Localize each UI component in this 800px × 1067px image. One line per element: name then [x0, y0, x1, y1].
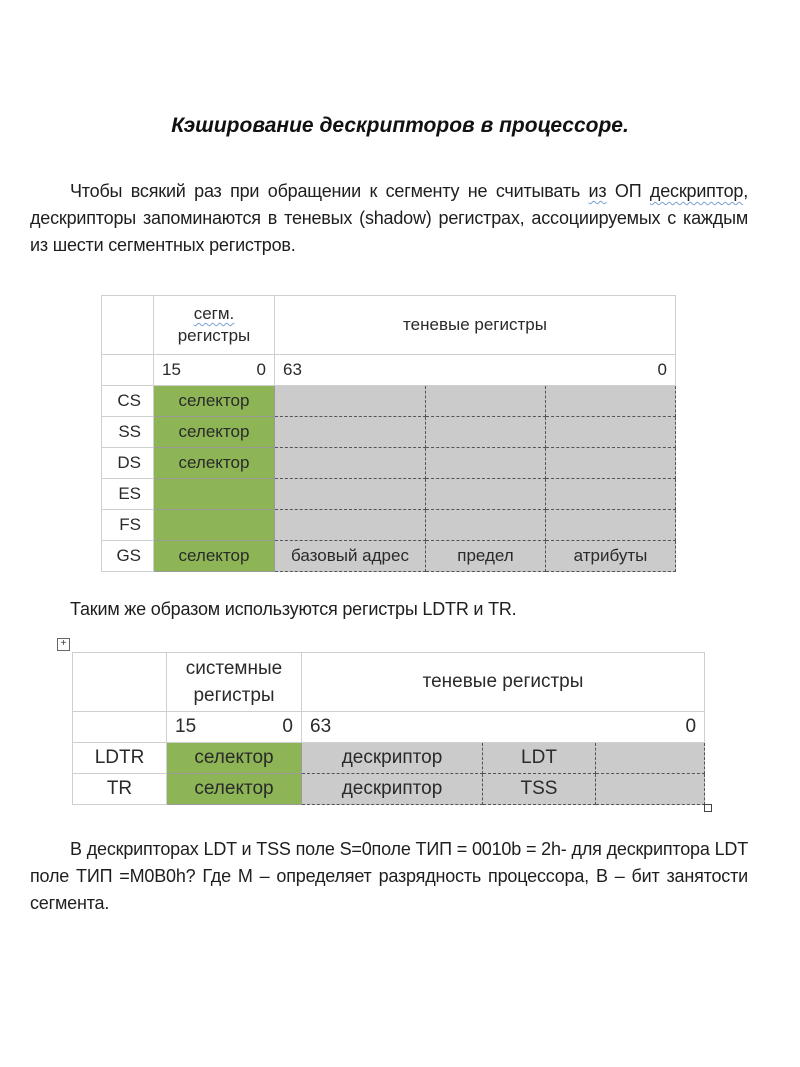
- t1-corner-cell: [102, 296, 154, 355]
- t1-shadow-cell: [275, 386, 426, 417]
- para1-text-c: , дескрипторы запоминаются в теневых (shadow) регистрах, ассоциируемых с каждым из шести сегментных регистров.: [30, 181, 748, 255]
- para1-text-a: Чтобы всякий раз при обращении к сегменту не считывать: [70, 181, 589, 201]
- table-move-handle-icon[interactable]: +: [57, 638, 70, 651]
- t1-shadow-cell: [546, 479, 676, 510]
- t2-bit-63: 63: [310, 716, 332, 737]
- system-registers-table: [72, 652, 705, 805]
- table-row: [102, 386, 676, 417]
- t2-bit-0a: 0: [282, 716, 293, 737]
- t1-selector-cell: селектор: [154, 541, 275, 572]
- t1-reg-label: GS: [102, 541, 154, 572]
- table-row: [102, 479, 676, 510]
- t2-shadow-cell: [596, 743, 705, 774]
- t1-reg-label: SS: [102, 417, 154, 448]
- t2-bit-15: 15: [175, 716, 197, 737]
- t2-header-shadow: теневые регистры: [302, 653, 705, 712]
- t1-reg-label: DS: [102, 448, 154, 479]
- t1-shadow-cell: [275, 510, 426, 541]
- table-resize-handle-icon[interactable]: [704, 804, 712, 812]
- t1-header-shadow: теневые регистры: [275, 296, 676, 355]
- t2-bits-shadow: [302, 712, 705, 743]
- t2-type-cell: TSS: [483, 774, 596, 805]
- t1-shadow-cell: [546, 417, 676, 448]
- t1-attributes-cell: атрибуты: [546, 541, 676, 572]
- t1-header-seg-regs: [154, 296, 275, 355]
- table-row: [73, 774, 705, 805]
- t1-selector-cell: [154, 510, 275, 541]
- t2-reg-label: TR: [73, 774, 167, 805]
- t1-bit-0a: 0: [256, 360, 266, 379]
- t2-selector-cell: селектор: [167, 774, 302, 805]
- t1-reg-label: FS: [102, 510, 154, 541]
- t1-bits-selector: [154, 355, 275, 386]
- t2-bit-0b: 0: [685, 716, 697, 737]
- t1-reg-label: ES: [102, 479, 154, 510]
- t1-limit-cell: предел: [426, 541, 546, 572]
- page-title: Кэширование дескрипторов в процессоре.: [171, 114, 629, 137]
- table-row: [102, 448, 676, 479]
- table-row: [102, 417, 676, 448]
- t1-base-address-cell: базовый адрес: [275, 541, 426, 572]
- t1-selector-cell: селектор: [154, 448, 275, 479]
- t2-selector-cell: селектор: [167, 743, 302, 774]
- paragraph-intro: [30, 178, 748, 259]
- t1-header-seg-b: регистры: [177, 326, 251, 345]
- t1-shadow-cell: [275, 448, 426, 479]
- t2-descriptor-cell: дескриптор: [302, 743, 483, 774]
- t1-bit-63: 63: [283, 360, 302, 379]
- t2-descriptor-cell: дескриптор: [302, 774, 483, 805]
- t1-selector-cell: селектор: [154, 386, 275, 417]
- t2-reg-label: LDTR: [73, 743, 167, 774]
- segment-registers-table: [101, 295, 676, 572]
- para1-text-b: ОП: [606, 181, 650, 201]
- t1-selector-cell: [154, 479, 275, 510]
- t2-header-sys-regs: системные регистры: [167, 653, 302, 712]
- t1-selector-cell: селектор: [154, 417, 275, 448]
- paragraph-ldt-tss: [30, 836, 748, 917]
- t1-bits-shadow: [275, 355, 676, 386]
- t2-corner-cell: [73, 653, 167, 712]
- t1-shadow-cell: [426, 386, 546, 417]
- t2-bits-selector: [167, 712, 302, 743]
- para1-spell-word-2: дескриптор: [649, 181, 744, 201]
- t2-shadow-cell: [596, 774, 705, 805]
- para3-text: В дескрипторах LDT и TSS поле S=0поле ТИП = 0010b = 2h- для дескриптора LDT поле ТИП =M0B0h? Где М – определяет разрядность процессора, В – бит занятости сегмента.: [30, 839, 748, 913]
- table-row: [102, 541, 676, 572]
- t1-bits-empty: [102, 355, 154, 386]
- para1-spell-word-1: из: [588, 181, 607, 201]
- t1-shadow-cell: [546, 448, 676, 479]
- t1-shadow-cell: [426, 448, 546, 479]
- t1-shadow-cell: [275, 417, 426, 448]
- table-row: [102, 510, 676, 541]
- t1-shadow-cell: [426, 417, 546, 448]
- t1-bit-15: 15: [162, 360, 181, 379]
- t1-shadow-cell: [275, 479, 426, 510]
- t1-reg-label: CS: [102, 386, 154, 417]
- t1-shadow-cell: [426, 479, 546, 510]
- t1-shadow-cell: [546, 386, 676, 417]
- table-row: [73, 743, 705, 774]
- t1-shadow-cell: [546, 510, 676, 541]
- t1-shadow-cell: [426, 510, 546, 541]
- t2-type-cell: LDT: [483, 743, 596, 774]
- t1-header-seg-a: сегм.: [193, 304, 235, 323]
- t1-bit-0b: 0: [657, 360, 667, 379]
- t2-bits-empty: [73, 712, 167, 743]
- paragraph-ldtr-tr: Таким же образом используются регистры LDTR и TR.: [70, 599, 517, 619]
